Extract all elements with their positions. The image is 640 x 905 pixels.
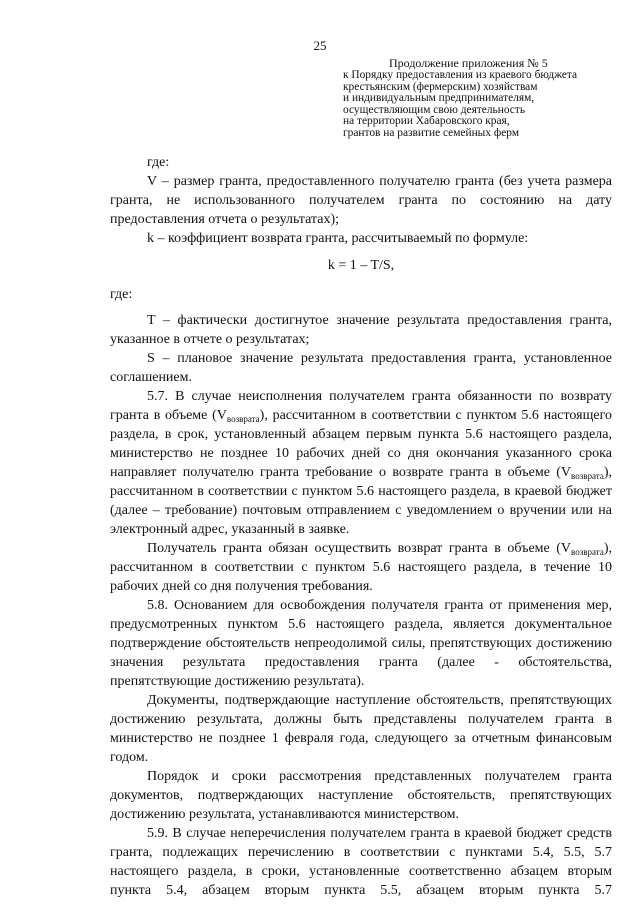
- t-definition: T – фактически достигнутое значение результата предоставления гранта, указанное в отчете о результатах;: [110, 313, 612, 347]
- k-definition: k – коэффициент возврата гранта, рассчитываемый по формуле:: [147, 231, 529, 246]
- paragraph-5-7: 5.7. В случае неисполнения получателем гранта обязанности по возврату гранта в объеме $(V_{возврата})$, рассчитанном в соответствии с пунктом 5.6 настоящего раздела, в срок, установленный абзацем первым пункта 5.6 настоящего раздела, министерство не позднее 10 рабочих дней со дня окончания указанного срока направляет получателю гранта требование о возврате гранта в объеме $(V_{возврата})$, рассчитанном в соответствии с пунктом 5.6 настоящего раздела, в краевой бюджет (далее – требование) почтовым отправлением с уведомлением о вручении или на электронный адрес, указанный в заявке.: [110, 389, 612, 537]
- page-number: 25: [313, 38, 327, 53]
- paragraph-5-7-return: Получатель гранта обязан осуществить возврат гранта в объеме $(V_{возврата})$, рассчитанном в соответствии с пунктом 5.6 настоящего раздела, в течение 10 рабочих дней со дня получения требования.: [110, 541, 612, 594]
- appendix-header: [343, 57, 613, 139]
- appendix-line: грантов на развитие семейных ферм: [343, 126, 520, 139]
- paragraph-5-8: 5.8. Основанием для освобождения получателя гранта от применения мер, предусмотренных пунктом 5.6 настоящего раздела, является документальное подтверждение обстоятельств непреодолимой силы, препятствующих достижению значения результата предоставления гранта (далее - обстоятельства, препятствующие достижению результата).: [110, 598, 612, 689]
- paragraph-5-8-documents: Документы, подтверждающие наступление обстоятельств, препятствующих достижению результата, должны быть представлены получателем гранта в министерство не позднее 1 февраля года, следующего за отчетным финансовым годом.: [110, 693, 612, 765]
- appendix-line: на территории Хабаровского края,: [343, 115, 510, 127]
- where-label: где:: [110, 287, 133, 302]
- where-label: где:: [147, 155, 170, 170]
- paragraph-5-8-order: Порядок и сроки рассмотрения представленных получателем гранта документов, подтверждающих наступление обстоятельств, препятствующих достижению результата, устанавливаются министерством.: [110, 769, 612, 822]
- appendix-line: и индивидуальным предпринимателям,: [343, 92, 535, 104]
- appendix-line: к Порядку предоставления из краевого бюджета: [343, 69, 578, 81]
- v-definition: V – размер гранта, предоставленного получателю гранта (без учета размера гранта, не использованного получателем гранта по состоянию на дату предоставления отчета о результатах);: [110, 174, 612, 227]
- appendix-line: крестьянским (фермерским) хозяйствам: [343, 80, 538, 93]
- document-body: [110, 153, 612, 900]
- formula: k = 1 – T/S,: [327, 258, 395, 273]
- appendix-title: Продолжение приложения № 5: [389, 56, 548, 70]
- s-definition: S – плановое значение результата предоставления гранта, установленное соглашением.: [110, 351, 612, 385]
- appendix-line: осуществляющим свою деятельность: [343, 103, 526, 116]
- paragraph-5-9: 5.9. В случае неперечисления получателем гранта в краевой бюджет средств гранта, подлежащих перечислению в соответствии с пунктами 5.4, 5.5, 5.7 настоящего раздела, в сроки, установленные соответственно абзацем вторым пункта 5.4, абзацем вторым пункта 5.5, абзацем вторым пункта 5.7: [110, 826, 612, 898]
